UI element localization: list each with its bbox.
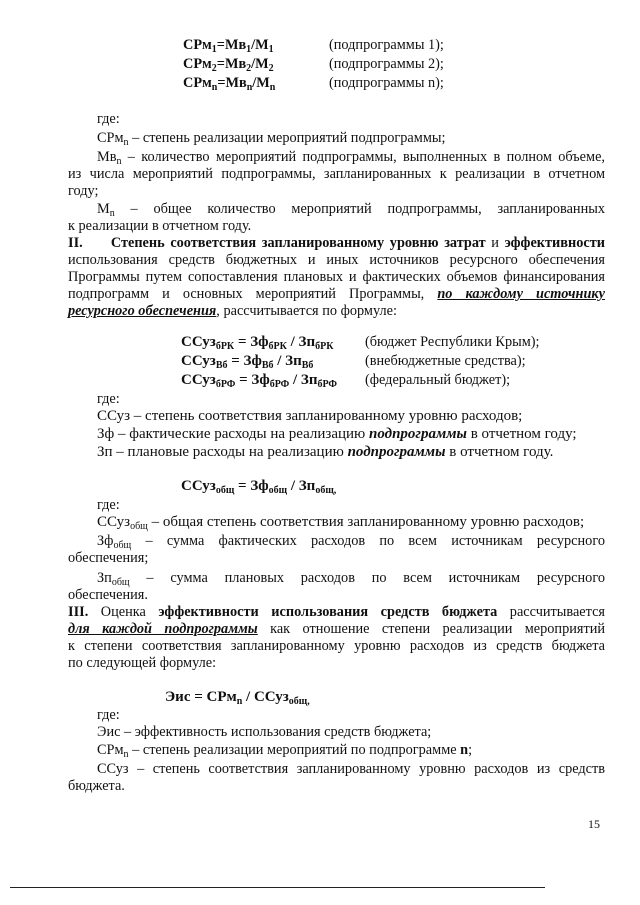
formula-2: $СРм_2=Мв_2/М_2$ — [183, 56, 274, 74]
definition-zp-total-line1: $Зп_{общ}$ – сумма плановых расходов по всем источникам ресурсного — [97, 570, 605, 588]
formula-ssuz-rf-note: (федеральный бюджет); — [365, 372, 511, 388]
definition-zf: Зф – фактические расходы на реализацию подпрограммы в отчетном году; — [97, 426, 577, 442]
section-iii-line4: по следующей формуле: — [68, 655, 217, 671]
formula-3-note: (подпрограммы n); — [329, 75, 444, 91]
formula-ssuz-rk-note: (бюджет Республики Крым); — [365, 334, 540, 350]
where-label-3: где: — [97, 497, 120, 513]
definition-mv-line1: $Мв_n$ – количество мероприятий подпрограммы, выполненных в полном объеме, — [97, 149, 605, 167]
definition-m-line2: к реализации в отчетном году. — [68, 218, 252, 234]
where-label-1: где: — [97, 111, 120, 127]
formula-eis: Эис = СРм$_n$ / ССуз$_{общ,}$ — [165, 689, 310, 707]
formula-2-note: (подпрограммы 2); — [329, 56, 444, 72]
definition-ssuz-budget-line1: ССуз – степень соответствия запланированному уровню расходов из средств — [97, 761, 605, 777]
formula-1: $СРм_1=Мв_1/М_1$ — [183, 37, 274, 55]
definition-m-line1: $М_n$ – общее количество мероприятий подпрограммы, запланированных — [97, 201, 605, 219]
definition-mv-line2: из числа мероприятий подпрограммы, запланированных к реализации в отчетном — [68, 166, 605, 182]
definition-eis: Эис – эффективность использования средств бюджета; — [97, 724, 432, 740]
definition-ssuz-budget-line2: бюджета. — [68, 778, 125, 794]
definition-srm-n: СРм$_n$ – степень реализации мероприятий по подпрограмме n; — [97, 742, 473, 760]
definition-zp-total-line2: обеспечения. — [68, 587, 148, 603]
where-label-4: где: — [97, 707, 120, 723]
section-iii-line2: для каждой подпрограммы как отношение степени реализации мероприятий — [68, 621, 606, 637]
page-number: 15 — [588, 817, 600, 831]
formula-ssuz-vb: ССуз$_{Вб}$ = $Зф_{Вб} / Зп_{Вб}$ — [181, 353, 314, 371]
section-ii-line4: подпрограмм и основных мероприятий Программы, по каждому источнику — [68, 286, 605, 302]
section-ii-line3: Программы путем сопоставления плановых и фактических объемов финансирования — [68, 269, 605, 285]
definition-ssuz-total: ССуз$_{общ}$ – общая степень соответствия запланированному уровню расходов; — [97, 514, 585, 532]
formula-ssuz-rf: ССуз$_{бРФ}$ = $Зф_{бРФ} / Зп_{бРФ}$ — [181, 372, 337, 390]
formula-ssuz-rk: ССуз$_{бРК}$ = $Зф_{бРК} / Зп_{бРК}$ — [181, 334, 334, 352]
formula-ssuz-total: ССуз$_{общ}$ = $Зф_{общ} / Зп_{общ,}$ — [181, 478, 337, 496]
definition-srm: СРм$_n$ – степень реализации мероприятий подпрограммы; — [97, 130, 446, 148]
formula-3: $СРм_n=Мв_n/М_n$ — [183, 75, 276, 93]
bottom-rule — [10, 887, 545, 888]
section-ii-line2: использования средств бюджетных и иных источников ресурсного обеспечения — [68, 252, 605, 268]
where-label-2: где: — [97, 391, 120, 407]
section-iii-line1: III. Оценка эффективности использования средств бюджета рассчитывается — [68, 604, 605, 620]
definition-zp: Зп – плановые расходы на реализацию подпрограммы в отчетном году. — [97, 444, 554, 460]
formula-1-note: (подпрограммы 1); — [329, 37, 444, 53]
section-iii-line3: к степени соответствия запланированному уровню расходов из средств бюджета — [68, 638, 605, 654]
formula-ssuz-vb-note: (внебюджетные средства); — [365, 353, 526, 369]
definition-ssuz: ССуз – степень соответствия запланированному уровню расходов; — [97, 408, 523, 424]
section-ii-line1: II. Степень соответствия запланированному уровню затрат и эффективности — [68, 235, 605, 251]
definition-zf-total-line2: обеспечения; — [68, 550, 149, 566]
section-ii-line5: ресурсного обеспечения, рассчитывается по формуле: — [68, 303, 397, 319]
definition-zf-total-line1: $Зф_{общ}$ – сумма фактических расходов по всем источникам ресурсного — [97, 533, 605, 551]
definition-mv-line3: году; — [68, 183, 99, 199]
